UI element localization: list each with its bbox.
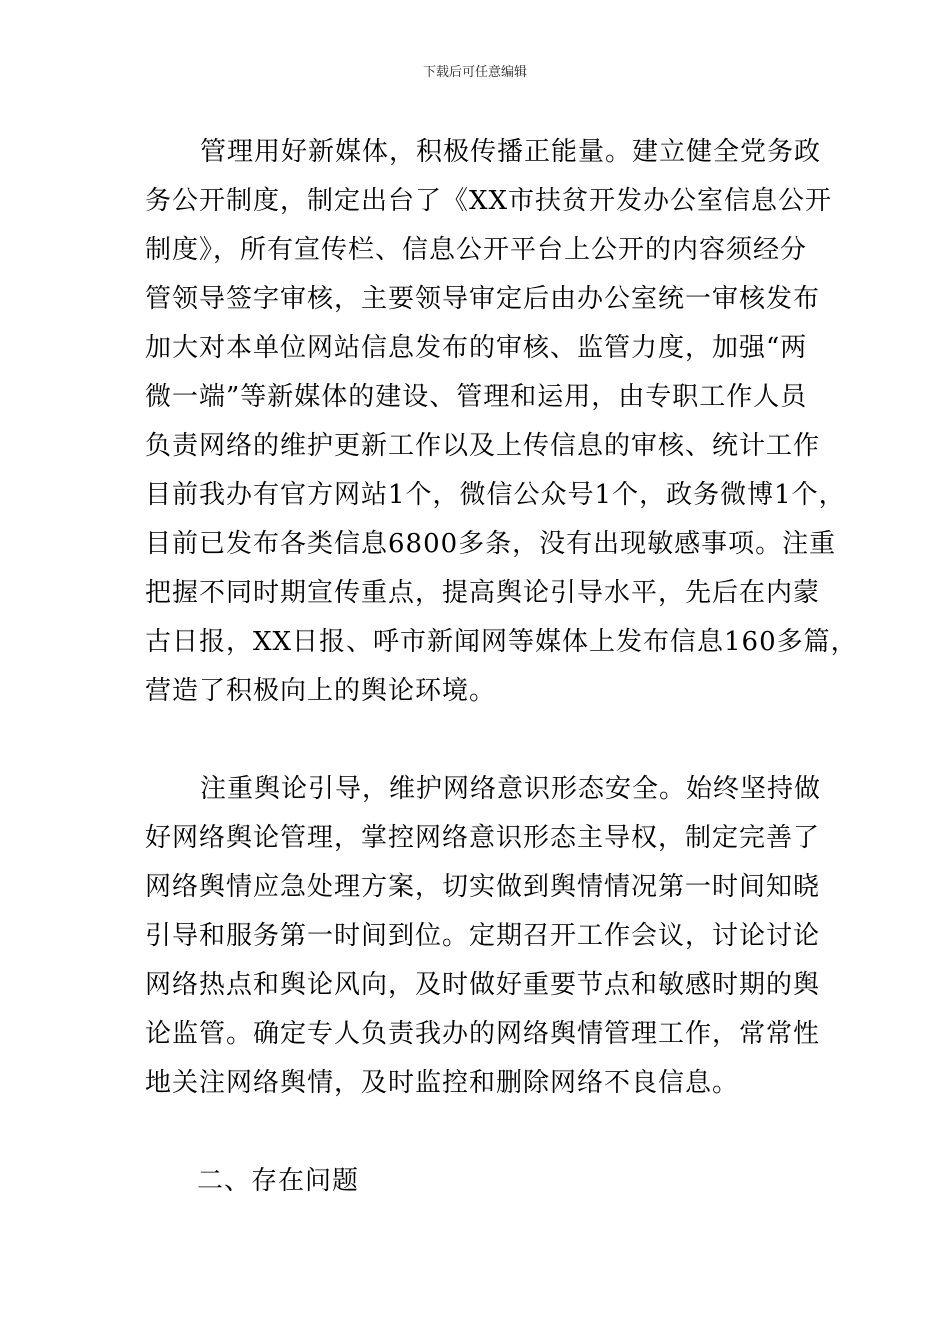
text-line: 营造了积极向上的舆论环境。 [145, 676, 497, 706]
text-line: 网络舆情应急处理方案，切实做到舆情情况第一时间知晓 [145, 872, 821, 902]
text-line: 负责网络的维护更新工作以及上传信息的审核、统计工作 [145, 431, 821, 461]
text-line: 务公开制度，制定出台了《XX市扶贫开发办公室信息公开 [145, 186, 833, 216]
text-line: 注重舆论引导，维护网络意识形态安全。始终坚持做 [200, 774, 822, 804]
text-line: 微一端”等新媒体的建设、管理和运用，由专职工作人员 [145, 382, 808, 412]
text-line: 目前已发布各类信息6800多条，没有出现敏感事项。注重 [145, 529, 837, 559]
text-line: 把握不同时期宣传重点，提高舆论引导水平，先后在内蒙 [145, 578, 821, 608]
paragraph-spacer [145, 1108, 810, 1157]
text-line: 制度》，所有宣传栏、信息公开平台上公开的内容须经分 [145, 235, 808, 265]
text-line: 管领导签字审核，主要领导审定后由办公室统一审核发布 [145, 284, 821, 314]
page-header: 下载后可任意编辑 [422, 65, 527, 80]
text-line: 好网络舆论管理，掌控网络意识形态主导权，制定完善了 [145, 823, 821, 853]
text-line: 加大对本单位网站信息发布的审核、监管力度，加强“两 [145, 333, 808, 363]
section-heading: 二、存在问题 [197, 1166, 360, 1196]
text-line: 论监管。确定专人负责我办的网络舆情管理工作，常常性 [145, 1019, 821, 1049]
text-line: 管理用好新媒体，积极传播正能量。建立健全党务政 [200, 137, 822, 167]
text-line: 引导和服务第一时间到位。定期召开工作会议，讨论讨论 [145, 921, 821, 951]
document-body [145, 128, 858, 1206]
text-line: 地关注网络舆情，及时监控和删除网络不良信息。 [145, 1068, 740, 1098]
paragraph-spacer [145, 716, 810, 765]
text-line: 目前我办有官方网站1个，微信公众号1个，政务微博1个， [145, 480, 846, 510]
text-line: 网络热点和舆论风向，及时做好重要节点和敏感时期的舆 [145, 970, 821, 1000]
paragraph-public-opinion [145, 765, 822, 1108]
paragraph-new-media [145, 128, 858, 716]
text-line: 古日报，XX日报、呼市新闻网等媒体上发布信息160多篇， [145, 627, 858, 657]
